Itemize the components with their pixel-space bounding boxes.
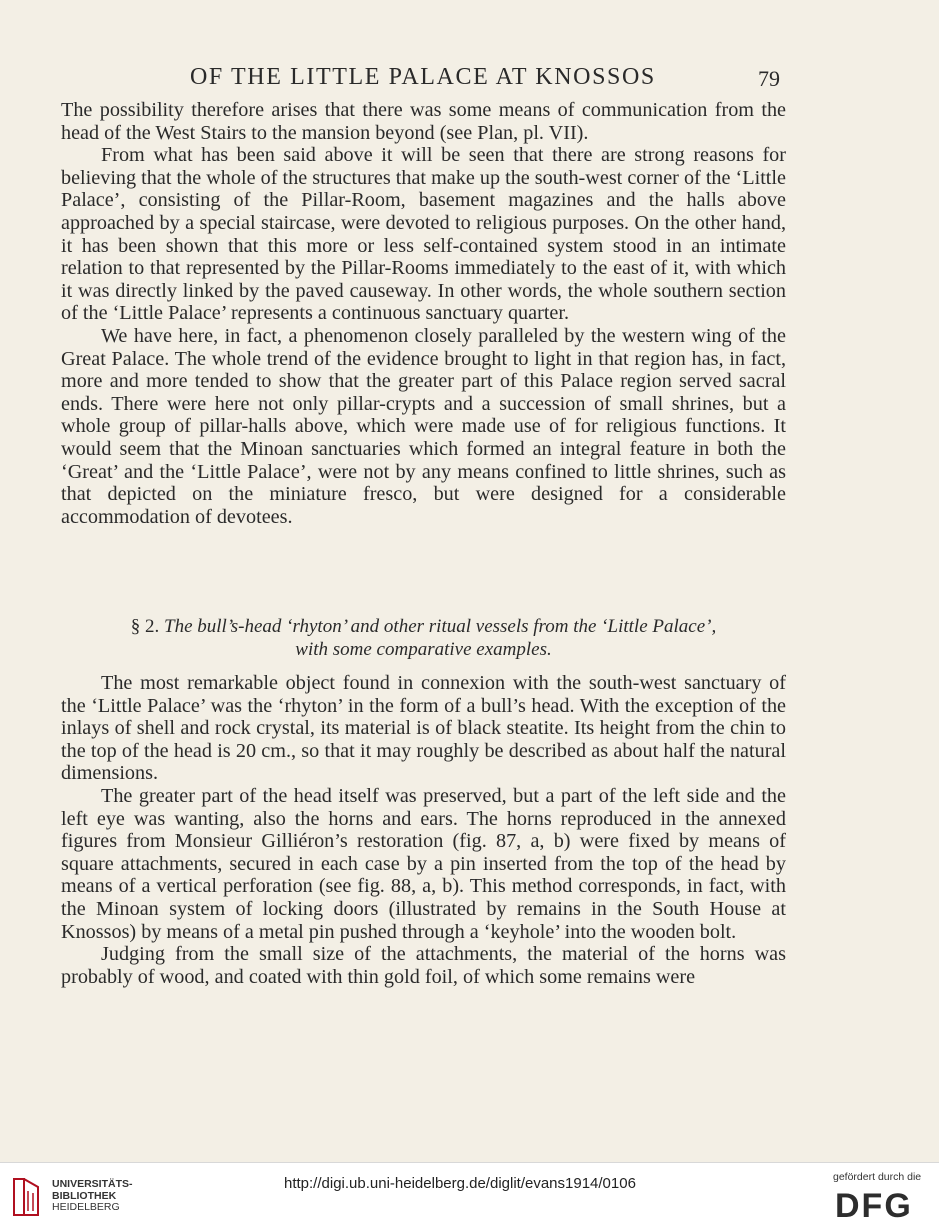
section-number: § 2. — [130, 616, 160, 637]
library-name-line-3: HEIDELBERG — [52, 1201, 120, 1213]
dfg-logo: DFG — [835, 1187, 913, 1225]
section-title-line-1: The bull’s-head ‘rhyton’ and other ritual vessels from the ‘Little Palace’, — [164, 616, 717, 637]
paragraph: From what has been said above it will be seen that there are strong reasons for believing that the whole of the structures that make up the south-west corner of the ‘Little Palace’, consisting of the Pillar-Room, basement magazines and the halls above approached by a special staircase, were devoted to religious purposes. On the other hand, it has been shown that this more or less self-contained system stood in an intimate relation to that represented by the Pillar-Rooms immediately to the east of it, with which it was directly linked by the paved causeway. In other words, the whole southern section of the ‘Little Palace’ represents a continuous sanctuary quarter. — [61, 144, 786, 325]
library-name-line-2: BIBLIOTHEK — [52, 1189, 117, 1202]
paragraph: Judging from the small size of the attachments, the material of the horns was probably of wood, and coated with thin gold foil, of which some remains were — [61, 943, 786, 988]
paragraph: The possibility therefore arises that there was some means of communication from the head of the West Stairs to the mansion beyond (see Plan, pl. VII). — [61, 99, 786, 144]
body-text-top — [61, 99, 786, 528]
paragraph: We have here, in fact, a phenomenon closely paralleled by the western wing of the Great Palace. The whole trend of the evidence brought to light in that region has, in fact, more and more tended to show that the greater part of this Palace region served sacral ends. There were here not only pillar-crypts and a succession of small shrines, but a whole group of pillar-halls above, which were made use of for religious functions. It would seem that the Minoan sanctuaries which formed an integral feature in both the ‘Great’ and the ‘Little Palace’, were not by any means confined to little shrines, such as that depicted on the miniature fresco, but were designed for a considerable accommodation of devotees. — [61, 324, 786, 528]
section-title-line-2: with some comparative examples. — [295, 639, 552, 660]
library-name — [52, 1179, 133, 1214]
permalink-url[interactable]: http://digi.ub.uni-heidelberg.de/diglit/evans1914/0106 — [284, 1175, 636, 1192]
funded-by-label: gefördert durch die — [833, 1171, 922, 1183]
digitization-footer — [0, 1162, 939, 1230]
section-heading — [61, 615, 786, 661]
body-text-bottom — [61, 672, 786, 988]
section-heading-line-2 — [61, 638, 786, 661]
page-number: 79 — [758, 66, 780, 91]
running-title: OF THE LITTLE PALACE AT KNOSSOS — [190, 64, 656, 90]
section-heading-line-1 — [61, 615, 786, 638]
paragraph: The greater part of the head itself was preserved, but a part of the left side and the left eye was wanting, also the horns and ears. The horns reproduced in the annexed figures from Monsieur Gilliéron’s restoration (fig. 87, a, b) were fixed by means of square attachments, secured in each case by a pin inserted from the top of the head by means of a vertical perforation (see fig. 88, a, b). This method corresponds, in fact, with the Minoan system of locking doors (illustrated by remains in the South House at Knossos) by means of a metal pin pushed through a ‘keyhole’ into the wooden bolt. — [61, 784, 786, 943]
running-head — [0, 64, 939, 92]
paragraph: The most remarkable object found in connexion with the south-west sanctuary of the ‘Little Palace’ was the ‘rhyton’ in the form of a bull’s head. With the exception of the inlays of shell and rock crystal, its material is of black steatite. Its height from the chin to the top of the head is 20 cm., so that it may roughly be described as about half the natural dimensions. — [61, 672, 786, 785]
university-library-logo-icon — [12, 1175, 42, 1219]
library-name-line-1: UNIVERSITÄTS- — [52, 1178, 133, 1190]
